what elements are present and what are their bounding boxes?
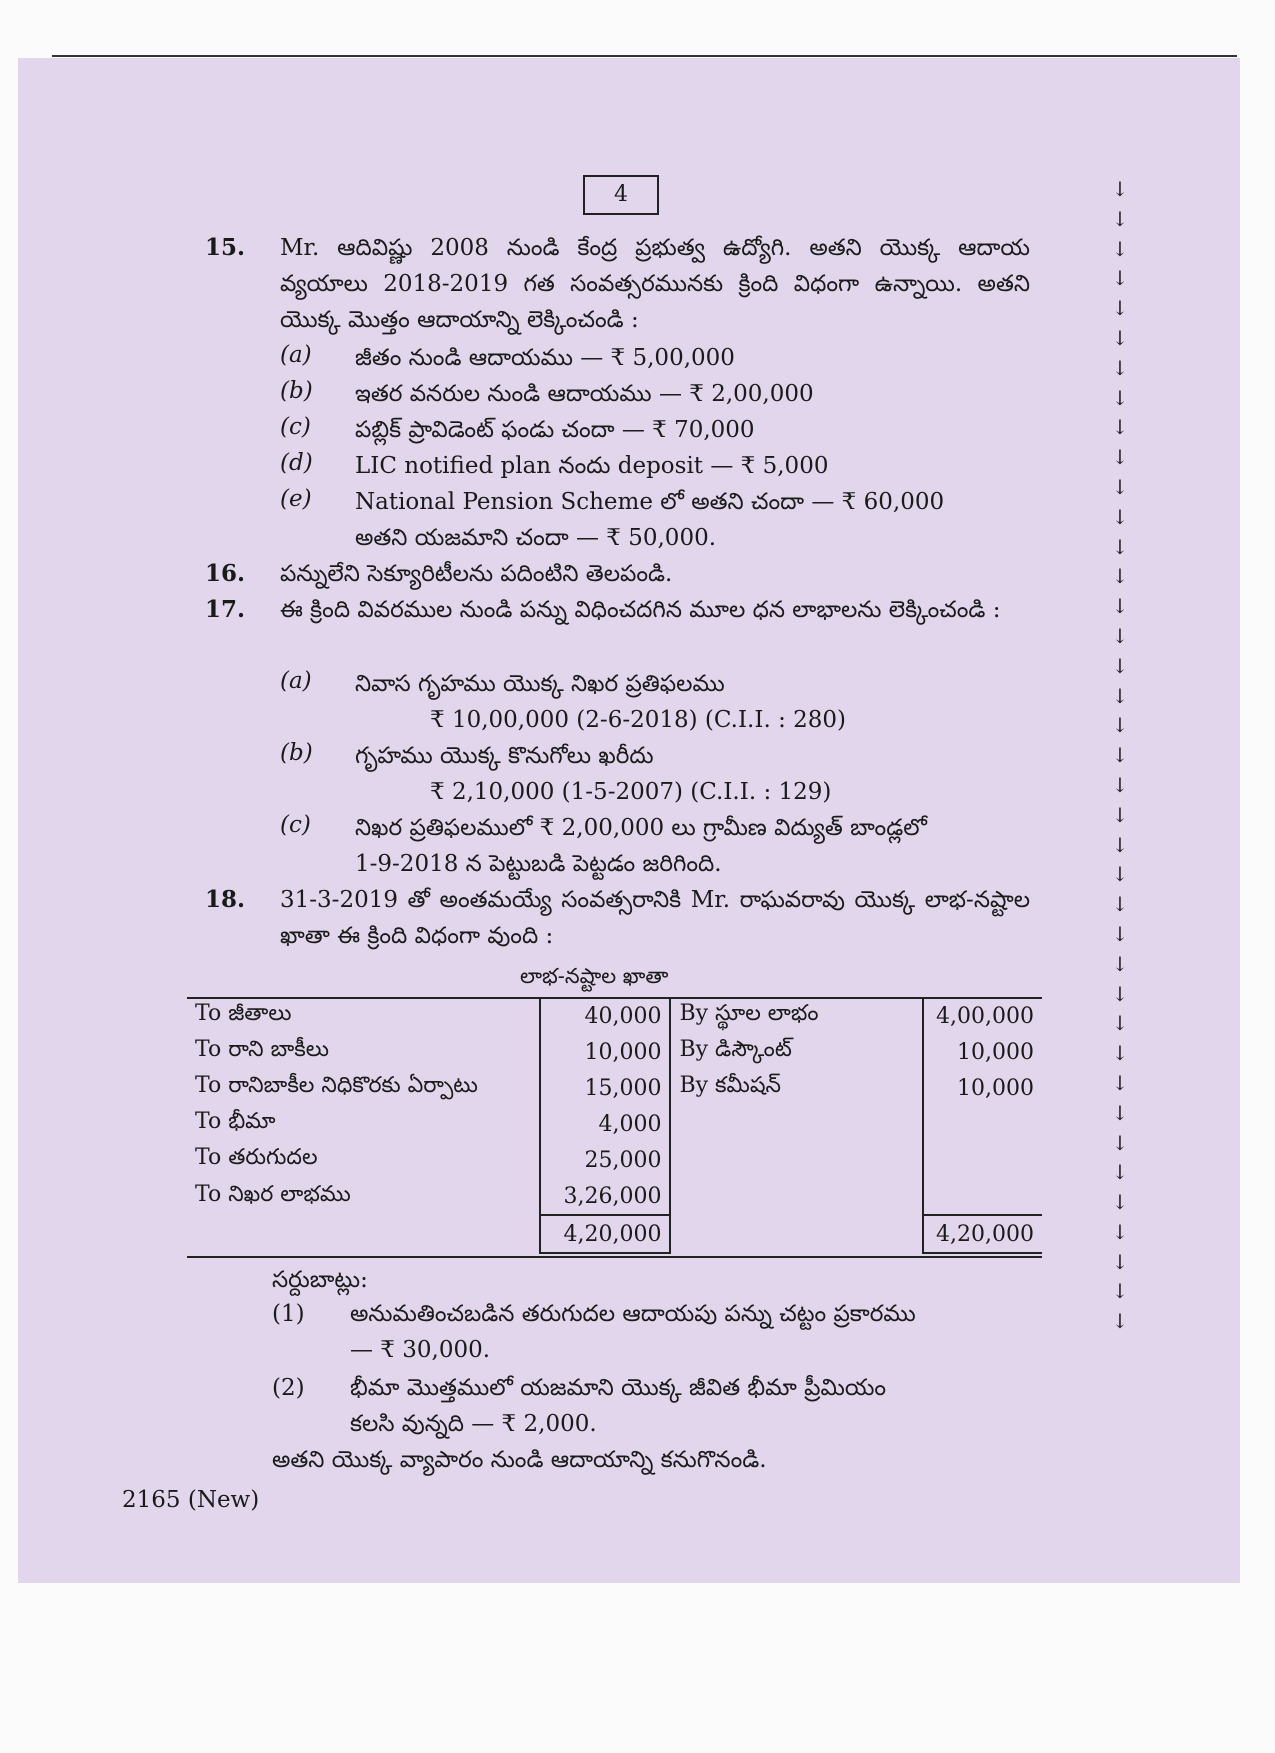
- adjustment-label: (2): [272, 1375, 305, 1401]
- item-label: (c): [280, 414, 311, 440]
- question-15-intro: Mr. ఆదివిష్ణు 2008 నుండి కేంద్ర ప్రభుత్వ ఉద్యోగి. అతని యొక్క ఆదాయ వ్యయాలు 2018-2019 గత సంవత్సరమునకు క్రింది విధంగా ఉన్నాయి. అతని యొక్క మొత్తం ఆదాయాన్ని లెక్కించండి :: [280, 235, 1030, 333]
- item-label: (e): [280, 486, 312, 512]
- arrow-down-icon: ↓: [1111, 1190, 1129, 1215]
- item-text: ఇతర వనరుల నుండి ఆదాయము — ₹ 2,00,000: [355, 381, 814, 407]
- arrow-down-icon: ↓: [1111, 802, 1129, 827]
- item-text: LIC notified plan నందు deposit — ₹ 5,000: [355, 453, 829, 479]
- debit-amount: 4,000: [540, 1106, 670, 1142]
- adjustment-label: (1): [272, 1301, 305, 1327]
- arrow-down-icon: ↓: [1111, 1100, 1129, 1125]
- item-label: (a): [280, 342, 312, 368]
- question-18-closing: అతని యొక్క వ్యాపారం నుండి ఆదాయాన్ని కనుగొనండి.: [272, 1447, 767, 1473]
- arrow-down-icon: ↓: [1111, 1070, 1129, 1095]
- top-rule: [52, 55, 1237, 57]
- item-text-continued: అతని యజమాని చందా — ₹ 50,000.: [355, 525, 717, 551]
- adjustment-text: భీమా మొత్తములో యజమాని యొక్క జీవిత భీమా ప్రీమియం: [350, 1375, 887, 1401]
- debit-amount: 3,26,000: [540, 1178, 670, 1215]
- arrow-down-icon: ↓: [1111, 266, 1129, 291]
- question-16-text: పన్నులేని సెక్యూరిటీలను పదింటిని తెలపండి.: [280, 561, 673, 587]
- question-number: 16.: [205, 560, 246, 587]
- table-title: లాభ-నష్టాల ఖాతా: [520, 964, 669, 988]
- arrow-down-icon: ↓: [1111, 564, 1129, 589]
- margin-arrows: [1108, 175, 1132, 1337]
- arrow-down-icon: ↓: [1111, 206, 1129, 231]
- arrow-down-icon: ↓: [1111, 772, 1129, 797]
- arrow-down-icon: ↓: [1111, 951, 1129, 976]
- question-number: 15.: [205, 234, 246, 261]
- arrow-down-icon: ↓: [1111, 1219, 1129, 1244]
- debit-item: To జీతాలు: [195, 1001, 292, 1026]
- arrow-down-icon: ↓: [1111, 653, 1129, 678]
- arrow-down-icon: ↓: [1111, 1249, 1129, 1274]
- credit-item: By కమీషన్: [670, 1070, 922, 1106]
- table-total-row: [187, 1215, 1042, 1253]
- table-row: [187, 1142, 1042, 1178]
- debit-item: To నిఖర లాభము: [195, 1181, 351, 1207]
- question-18-intro: 31-3-2019 తో అంతమయ్యే సంవత్సరానికి Mr. రాఘవరావు యొక్క లాభ-నష్టాల ఖాతా ఈ క్రింది విధంగా వుంది :: [280, 887, 1030, 949]
- adjustment-text-continued: కలసి వున్నది — ₹ 2,000.: [350, 1411, 597, 1437]
- arrow-down-icon: ↓: [1111, 594, 1129, 619]
- credit-item: By స్థూల లాభం: [670, 998, 922, 1034]
- arrow-down-icon: ↓: [1111, 683, 1129, 708]
- item-label: (a): [280, 668, 312, 694]
- arrow-down-icon: ↓: [1111, 236, 1129, 261]
- debit-amount: 40,000: [540, 998, 670, 1034]
- question-number: 18.: [205, 886, 246, 913]
- item-label: (b): [280, 740, 313, 766]
- arrow-down-icon: ↓: [1111, 1011, 1129, 1036]
- table-row: [187, 1070, 1042, 1106]
- adjustments-title: సర్దుబాట్లు:: [272, 1267, 368, 1293]
- arrow-down-icon: ↓: [1111, 355, 1129, 380]
- arrow-down-icon: ↓: [1111, 862, 1129, 887]
- arrow-down-icon: ↓: [1111, 623, 1129, 648]
- credit-total: 4,20,000: [923, 1215, 1042, 1253]
- arrow-down-icon: ↓: [1111, 504, 1129, 529]
- item-text-continued: 1-9-2018 న పెట్టుబడి పెట్టడం జరిగింది.: [355, 851, 722, 877]
- arrow-down-icon: ↓: [1111, 1279, 1129, 1304]
- profit-loss-account-table: [187, 998, 1042, 1254]
- adjustment-text: అనుమతించబడిన తరుగుదల ఆదాయపు పన్ను చట్టం ప్రకారము: [350, 1301, 916, 1327]
- arrow-down-icon: ↓: [1111, 832, 1129, 857]
- arrow-down-icon: ↓: [1111, 445, 1129, 470]
- item-label: (b): [280, 378, 313, 404]
- arrow-down-icon: ↓: [1111, 385, 1129, 410]
- arrow-down-icon: ↓: [1111, 296, 1129, 321]
- table-row: [187, 1034, 1042, 1070]
- debit-amount: 15,000: [540, 1070, 670, 1106]
- item-text-continued: ₹ 10,00,000 (2-6-2018) (C.I.I. : 280): [430, 707, 847, 733]
- item-text: పబ్లిక్ ప్రావిడెంట్ ఫండు చందా — ₹ 70,000: [355, 417, 755, 443]
- debit-item: To రానిబాకీల నిధికొరకు ఏర్పాటు: [195, 1073, 478, 1098]
- debit-total: 4,20,000: [540, 1215, 670, 1253]
- arrow-down-icon: ↓: [1111, 743, 1129, 768]
- arrow-down-icon: ↓: [1111, 325, 1129, 350]
- table-row: [187, 998, 1042, 1034]
- arrow-down-icon: ↓: [1111, 713, 1129, 738]
- table-bottom-rule: [187, 1256, 1042, 1258]
- question-17-intro: ఈ క్రింది వివరముల నుండి పన్ను విధించదగిన మూల ధన లాభాలను లెక్కించండి :: [280, 597, 1001, 623]
- arrow-down-icon: ↓: [1111, 1160, 1129, 1185]
- item-text-continued: ₹ 2,10,000 (1-5-2007) (C.I.I. : 129): [430, 779, 832, 805]
- item-text: జీతం నుండి ఆదాయము — ₹ 5,00,000: [355, 345, 735, 371]
- debit-item: To రాని బాకీలు: [195, 1037, 330, 1062]
- arrow-down-icon: ↓: [1111, 415, 1129, 440]
- arrow-down-icon: ↓: [1111, 981, 1129, 1006]
- page-number: 4: [583, 175, 659, 215]
- arrow-down-icon: ↓: [1111, 474, 1129, 499]
- table-row: [187, 1178, 1042, 1215]
- adjustment-text-continued: — ₹ 30,000.: [350, 1337, 491, 1363]
- credit-item: By డిస్కౌంట్: [670, 1034, 922, 1070]
- arrow-down-icon: ↓: [1111, 1309, 1129, 1334]
- credit-amount: 4,00,000: [923, 998, 1042, 1034]
- credit-amount: 10,000: [923, 1070, 1042, 1106]
- debit-item: To తరుగుదల: [195, 1145, 318, 1170]
- debit-amount: 25,000: [540, 1142, 670, 1178]
- item-label: (d): [280, 450, 313, 476]
- arrow-down-icon: ↓: [1111, 534, 1129, 559]
- item-label: (c): [280, 812, 311, 838]
- item-text: National Pension Scheme లో అతని చందా — ₹ 60,000: [355, 489, 945, 515]
- arrow-down-icon: ↓: [1111, 177, 1129, 201]
- arrow-down-icon: ↓: [1111, 921, 1129, 946]
- item-text: నివాస గృహము యొక్క నిఖర ప్రతిఫలము: [355, 671, 725, 697]
- item-text: గృహము యొక్క కొనుగోలు ఖరీదు: [355, 743, 654, 769]
- credit-amount: 10,000: [923, 1034, 1042, 1070]
- arrow-down-icon: ↓: [1111, 892, 1129, 917]
- table-row: [187, 1106, 1042, 1142]
- question-number: 17.: [205, 596, 246, 623]
- arrow-down-icon: ↓: [1111, 1041, 1129, 1066]
- debit-item: To భీమా: [195, 1109, 276, 1134]
- paper-code: 2165 (New): [122, 1487, 260, 1513]
- debit-amount: 10,000: [540, 1034, 670, 1070]
- item-text: నిఖర ప్రతిఫలములో ₹ 2,00,000 లు గ్రామీణ విద్యుత్ బాండ్లలో: [355, 815, 927, 841]
- arrow-down-icon: ↓: [1111, 1130, 1129, 1155]
